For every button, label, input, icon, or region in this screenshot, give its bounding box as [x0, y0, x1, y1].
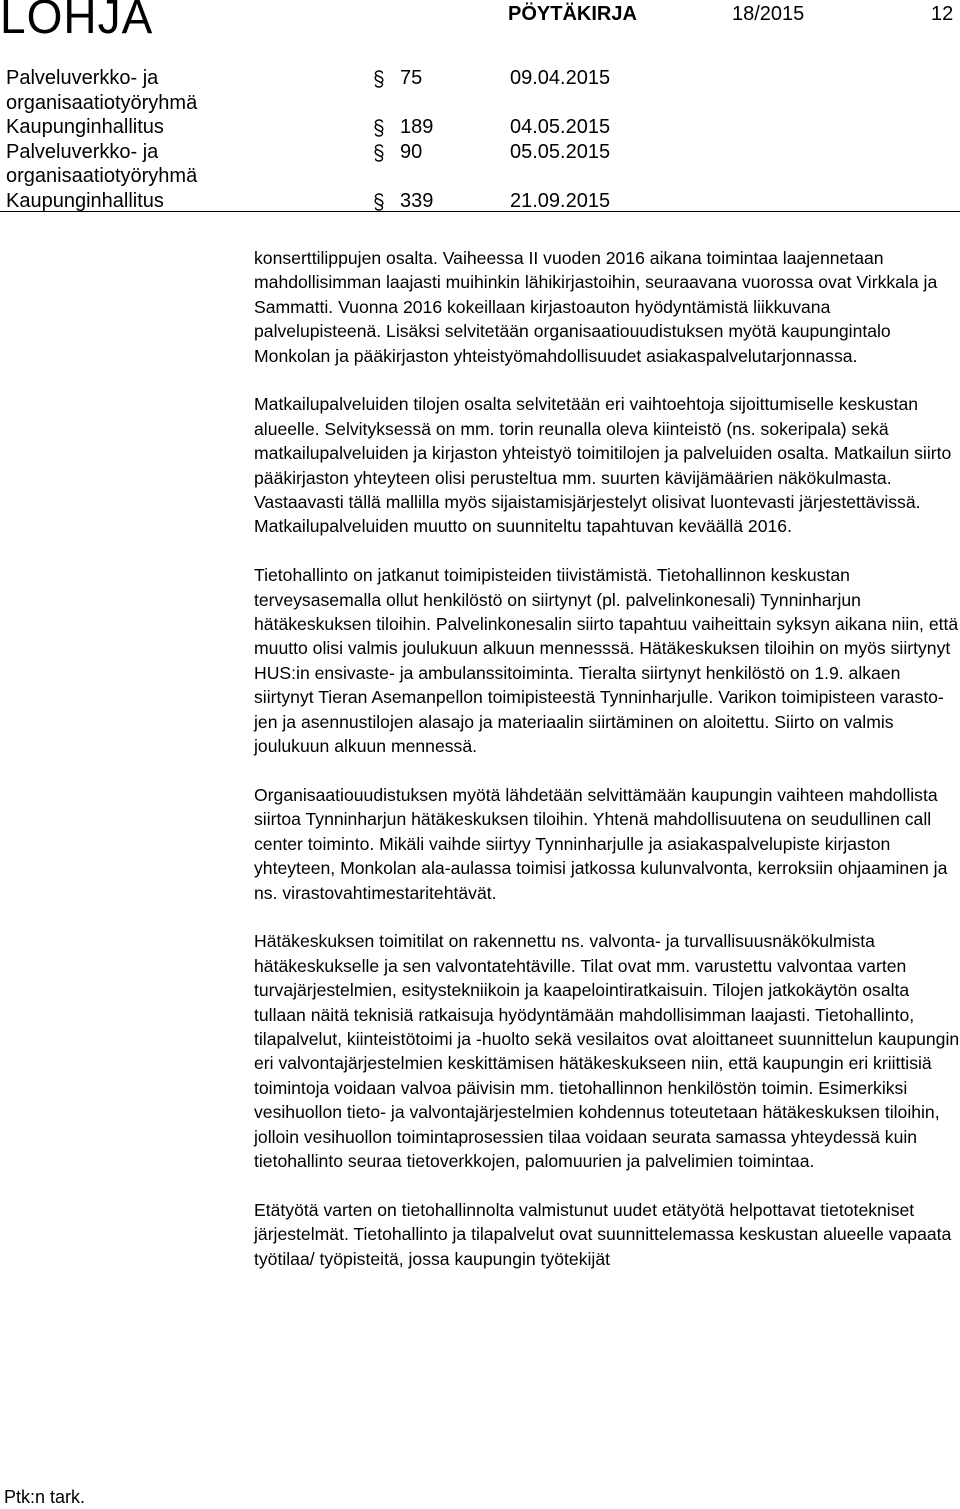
history-row	[0, 189, 960, 214]
header-divider	[0, 211, 960, 212]
history-row	[0, 66, 960, 115]
history-body: Palveluverkko- ja organisaatiotyöryhmä	[6, 67, 198, 114]
history-section-number: 75	[400, 67, 423, 89]
section-sign-icon	[372, 115, 400, 140]
processing-history	[0, 66, 960, 213]
section-sign-icon	[372, 189, 400, 214]
history-date: 04.05.2015	[510, 116, 611, 138]
paragraph: Etätyötä varten on tietohallinnolta valmistunut uudet etätyötä helpottavat tietotekniset järjestelmät. Tietohallinto ja tilapalvelut ovat suunnittelemassa keskustan alueelle vapaata työtilaa/ työpisteitä, jossa kaupungin työtekijät	[254, 1199, 952, 1269]
document-type: PÖYTÄKIRJA	[508, 3, 637, 25]
history-section-number: 90	[400, 140, 423, 163]
paragraph: Organisaatiouudistuksen myötä lähdetään selvittämään kaupungin vaihteen mahdollista siirtoa Tynninharjun hätäkeskuksen tiloihin. Yhtenä mahdollisuutena on seudullinen call center toiminto. Mikäli vaihde siirtyy Tynninharjulle ja asiakaspalvelupiste kirjaston yhteyteen, Monkolan ala-aulassa toimisi jatkossa kulunvalvonta, kerroksiin ohjaaminen ja ns. virastovahtimestaritehtävät.	[254, 784, 948, 903]
document-number: 18/2015	[732, 3, 805, 25]
paragraph: Hätäkeskuksen toimitilat on rakennettu ns. valvonta- ja turvallisuusnäkökulmista hätäkeskukselle ja sen valvontatehtäville. Tilat ovat mm. varustettu valvontaa varten turvajärjestelmien, esitystekniikoin ja kaapelointiratkaisuin. Tilojen jatkokäytön osalta tullaan näitä teknisiä ratkaisuja hyödyntämään mahdollisimman laajasti. Tietohallinto, tilapalvelut, kiinteistötoimi ja -huolto sekä vesilaitos ovat aloittaneet suunnittelun kaupungin eri valvontajärjestelmien keskittämisen hätäkeskukseen niin, että kaupungin eri kriittisiä toimintoja voidaan valvoa päivisin mm. tietohallinnon henkilöstön toimin. Esimerkiksi vesihuollon tieto- ja valvontajärjestelmien kohdennus toteutetaan hätäkeskuksen tiloihin, jolloin vesihuollon toimintaprosessien tilaa voidaan seurata samassa yhteydessä kuin tietohallinto seuraa tietoverkkojen, palomuurien ja palvelimien toimintaa.	[254, 931, 960, 1171]
history-body: Kaupunginhallitus	[6, 116, 164, 138]
logo: LOHJA	[0, 0, 154, 44]
paragraph: Tietohallinto on jatkanut toimipisteiden tiivistämistä. Tietohallinnon keskustan terveysasemalla ollut henkilöstö on siirtynyt (pl. palvelinkonesali) Tynninharjun hätäkeskuksen tiloihin. Palvelinkonesalin siirto tapahtuu vaiheittain syksyn aikana niin, että muutto olisi valmis joulukuun alkuun mennesssä. Hätäkeskuksen tiloihin on myös siirtynyt HUS:in ensivaste- ja ambulanssitoiminta. Tieralta siirtynyt henkilöstö on 1.9. alkaen siirtynyt Tieran Asemanpellon toimipisteestä Tynninharjulle. Varikon toimipisteen varastojen ja asennustilojen alasajo ja materiaalin siirtäminen on aloitettu. Siirto on valmis joulukuun alkuun mennessä.	[254, 565, 959, 757]
history-section-number: 339	[400, 189, 434, 212]
document-body	[254, 246, 960, 1295]
page-number: 12	[931, 3, 954, 25]
section-sign-icon	[372, 140, 400, 189]
history-date: 21.09.2015	[510, 189, 611, 212]
history-row	[0, 115, 960, 140]
section-sign-icon	[372, 66, 400, 115]
history-date: 05.05.2015	[510, 140, 611, 163]
history-date: 09.04.2015	[510, 67, 611, 89]
history-body: Palveluverkko- ja organisaatiotyöryhmä	[6, 140, 198, 187]
paragraph: Matkailupalveluiden tilojen osalta selvitetään eri vaihtoehtoja sijoittumiselle keskustan alueelle. Selvityksessä on mm. torin reunalla oleva kiinteistö (ns. sokeripala) sekä matkailupalveluiden ja kirjaston yhteistyö toimitilojen ja palveluiden osalta. Matkailun siirto pääkirjaston yhteyteen olisi perusteltua mm. suurten kävijämäärien näkökulmasta. Vastaavasti tällä mallilla myös sijaistamisjärjestelyt olisivat luontevasti järjestettävissä. Matkailupalveluiden muutto on suunniteltu tapahtuvan keväällä 2016.	[254, 394, 952, 537]
paragraph: konserttilippujen osalta. Vaiheessa II vuoden 2016 aikana toimintaa laajennetaan mahdollisimman laajasti muihinkin lähikirjastoihin, seuraavana vuorossa ovat Virkkala ja Sammatti. Vuonna 2016 kokeillaan kirjastoauton hyödyntämistä liikkuvana palvelupisteenä. Lisäksi selvitetään organisaatiouudistuksen myötä kaupungintalo Monkolan ja pääkirjaston yhteistyömahdollisuudet asiakaspalvelutarjonnassa.	[254, 248, 938, 366]
minutes-checker-label: Ptk:n tark.	[4, 1487, 86, 1507]
history-row	[0, 140, 960, 189]
history-section-number: 189	[400, 116, 434, 138]
history-body: Kaupunginhallitus	[6, 189, 164, 212]
